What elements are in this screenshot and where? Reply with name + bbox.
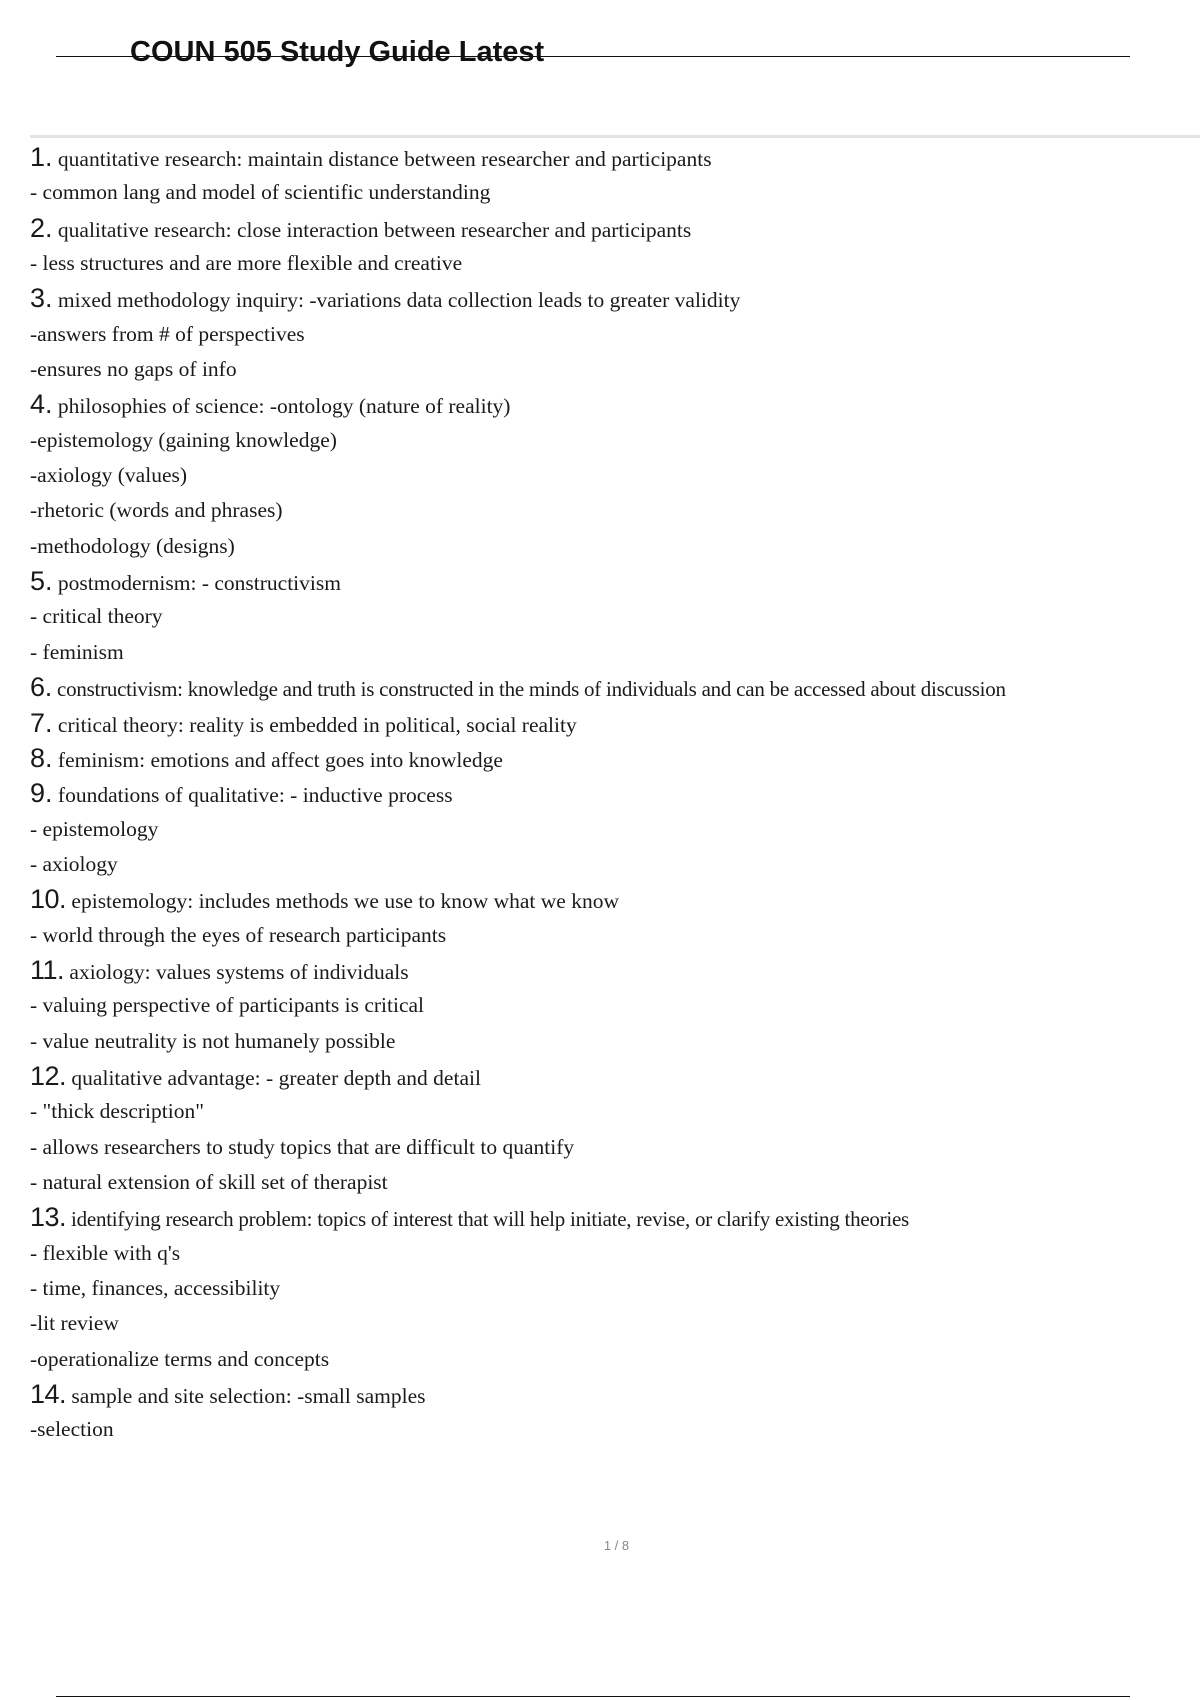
item-detail-line: - feminism <box>30 639 124 664</box>
study-item-heading <box>30 741 1198 776</box>
content-divider <box>30 135 1200 138</box>
item-detail-line: - "thick description" <box>30 1099 204 1124</box>
item-detail-line: -selection <box>30 1417 114 1442</box>
item-detail-line: - natural extension of skill set of therapist <box>30 1169 388 1194</box>
study-item-heading <box>30 211 1198 246</box>
item-number: 4. <box>30 389 53 420</box>
study-item-heading <box>30 882 1198 917</box>
item-term: sample and site selection: -small samples <box>71 1384 426 1409</box>
item-term: axiology: values systems of individuals <box>69 959 409 984</box>
item-detail-line: -methodology (designs) <box>30 533 235 558</box>
item-detail-line: - common lang and model of scientific understanding <box>30 180 491 205</box>
study-item-heading <box>30 706 1198 741</box>
item-term: constructivism: knowledge and truth is constructed in the minds of individuals and can be accessed about discussion <box>57 677 1006 702</box>
item-number: 10. <box>30 884 67 915</box>
item-term: foundations of qualitative: - inductive process <box>57 783 453 808</box>
item-detail-line: -lit review <box>30 1311 119 1336</box>
item-number: 9. <box>30 778 53 809</box>
study-item-heading <box>30 281 1198 316</box>
item-detail-line: - epistemology <box>30 816 159 841</box>
study-item <box>30 281 1198 387</box>
study-item-heading <box>30 140 1198 175</box>
study-item-heading <box>30 670 1198 705</box>
study-item-heading <box>30 776 1198 811</box>
item-term: philosophies of science: -ontology (nature of reality) <box>57 394 511 419</box>
item-detail-line: - less structures and are more flexible and creative <box>30 251 463 276</box>
item-term: qualitative advantage: - greater depth and detail <box>71 1065 481 1090</box>
item-number: 3. <box>30 283 53 314</box>
study-item <box>30 387 1198 564</box>
document-title: COUN 505 Study Guide Latest <box>130 36 545 68</box>
item-number: 8. <box>30 742 53 773</box>
item-detail-line: - axiology <box>30 851 118 876</box>
item-term: identifying research problem: topics of interest that will help initiate, revise, or clarify existing theories <box>71 1207 909 1232</box>
study-item <box>30 776 1198 882</box>
item-number: 12. <box>30 1060 67 1091</box>
study-item <box>30 140 1198 211</box>
item-detail-line: -rhetoric (words and phrases) <box>30 498 283 523</box>
item-detail-line: -axiology (values) <box>30 463 188 488</box>
study-item <box>30 670 1198 705</box>
item-term: postmodernism: - constructivism <box>57 571 341 596</box>
item-term: quantitative research: maintain distance between researcher and participants <box>57 147 712 171</box>
item-term: mixed methodology inquiry: -variations data collection leads to greater validity <box>57 288 741 313</box>
study-item-heading <box>30 1200 1198 1235</box>
study-item-heading <box>30 564 1198 599</box>
study-item-heading <box>30 953 1198 988</box>
study-item-heading <box>30 1059 1198 1094</box>
footer-divider <box>56 1696 1130 1697</box>
study-item <box>30 882 1198 953</box>
study-item-heading <box>30 1377 1198 1412</box>
item-detail-line: - critical theory <box>30 604 163 629</box>
study-item <box>30 211 1198 282</box>
item-number: 13. <box>30 1202 67 1233</box>
study-item <box>30 1200 1198 1377</box>
item-number: 11. <box>30 954 65 985</box>
item-detail-line: - allows researchers to study topics that are difficult to quantify <box>30 1134 575 1159</box>
item-number: 7. <box>30 707 53 738</box>
item-term: feminism: emotions and affect goes into knowledge <box>57 747 503 772</box>
item-detail-line: - time, finances, accessibility <box>30 1276 281 1300</box>
item-detail-line: -epistemology (gaining knowledge) <box>30 427 337 452</box>
item-number: 14. <box>30 1379 67 1410</box>
item-term: epistemology: includes methods we use to know what we know <box>71 889 619 914</box>
item-number: 5. <box>30 566 53 597</box>
document-header <box>56 34 1130 70</box>
study-item <box>30 706 1198 741</box>
item-number: 2. <box>30 212 53 243</box>
study-item <box>30 1059 1198 1200</box>
study-guide-list <box>30 140 1198 1448</box>
study-item <box>30 953 1198 1059</box>
study-item <box>30 1377 1198 1448</box>
study-item-heading <box>30 387 1198 422</box>
item-term: critical theory: reality is embedded in political, social reality <box>57 712 577 737</box>
item-detail-line: -answers from # of perspectives <box>30 321 305 346</box>
item-detail-line: - flexible with q's <box>30 1240 181 1265</box>
page-indicator: 1 / 8 <box>603 1538 630 1553</box>
item-detail-line: - valuing perspective of participants is critical <box>30 993 425 1018</box>
item-term: qualitative research: close interaction between researcher and participants <box>57 217 692 242</box>
study-item <box>30 564 1198 670</box>
item-number: 1. <box>30 142 53 172</box>
item-number: 6. <box>30 672 53 703</box>
item-detail-line: -ensures no gaps of info <box>30 357 237 382</box>
item-detail-line: - world through the eyes of research participants <box>30 922 447 947</box>
item-detail-line: - value neutrality is not humanely possible <box>30 1028 396 1053</box>
item-detail-line: -operationalize terms and concepts <box>30 1346 330 1371</box>
study-item <box>30 741 1198 776</box>
